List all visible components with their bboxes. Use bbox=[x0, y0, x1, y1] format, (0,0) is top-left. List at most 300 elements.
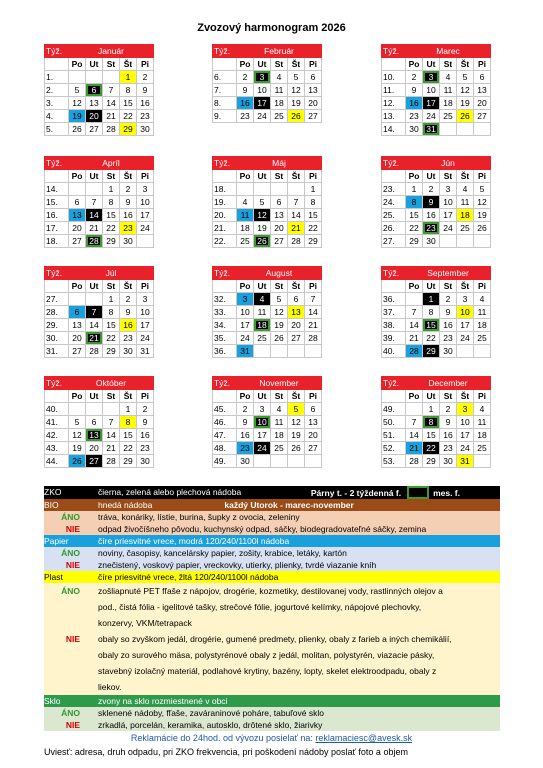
week-number: 1. bbox=[45, 71, 69, 84]
day-cell: 12 bbox=[69, 97, 86, 110]
day-cell: 19 bbox=[457, 97, 474, 110]
week-number: 37. bbox=[382, 306, 406, 319]
day-cell: 25 bbox=[457, 222, 474, 235]
day-header: Po bbox=[69, 390, 86, 403]
day-header: Št bbox=[120, 58, 137, 71]
day-header: Ut bbox=[423, 58, 440, 71]
day-cell bbox=[103, 71, 120, 84]
week-row bbox=[213, 110, 322, 123]
day-cell: 1 bbox=[305, 183, 322, 196]
day-cell bbox=[237, 183, 254, 196]
day-cell: 9 bbox=[120, 306, 137, 319]
day-cell: 4 bbox=[474, 403, 491, 416]
day-header: Pi bbox=[305, 58, 322, 71]
week-header: Týž. bbox=[382, 157, 406, 170]
day-cell: 24 bbox=[237, 332, 254, 345]
day-cell: 13 bbox=[474, 84, 491, 97]
month-name: Marec bbox=[406, 45, 491, 58]
legend-bio-nie-label: NIE bbox=[65, 524, 80, 534]
week-row bbox=[213, 319, 322, 332]
legend-bio-ano-text: tráva, konáriky, lístie, burina, šupky z ovocia, zeleniny bbox=[98, 512, 300, 522]
day-cell: 28 bbox=[305, 332, 322, 345]
day-header: Št bbox=[288, 58, 305, 71]
day-header: St bbox=[103, 170, 120, 183]
week-row bbox=[45, 429, 154, 442]
day-cell: 3 bbox=[137, 293, 154, 306]
day-cell: 9 bbox=[237, 416, 254, 429]
week-number: 18. bbox=[213, 183, 237, 196]
day-cell: 2 bbox=[406, 71, 423, 84]
day-header: Po bbox=[406, 170, 423, 183]
week-row bbox=[213, 97, 322, 110]
day-cell bbox=[440, 235, 457, 248]
day-cell: 29 bbox=[406, 235, 423, 248]
day-cell: 22 bbox=[120, 442, 137, 455]
legend-papier-row bbox=[44, 535, 500, 547]
day-header: Po bbox=[69, 280, 86, 293]
week-number: 28. bbox=[45, 306, 69, 319]
day-cell: 20 bbox=[69, 222, 86, 235]
blank-cell bbox=[382, 58, 406, 71]
day-cell: 21 bbox=[406, 442, 423, 455]
week-header: Týž. bbox=[213, 157, 237, 170]
day-cell: 2 bbox=[440, 403, 457, 416]
day-header: Po bbox=[69, 58, 86, 71]
day-cell: 18 bbox=[440, 97, 457, 110]
day-cell: 12 bbox=[69, 429, 86, 442]
day-header: Št bbox=[288, 280, 305, 293]
week-number: 8. bbox=[213, 97, 237, 110]
day-cell: 1 bbox=[103, 293, 120, 306]
week-row bbox=[382, 235, 491, 248]
legend-plast-nie-row bbox=[44, 631, 500, 695]
week-row bbox=[45, 235, 154, 248]
week-row bbox=[382, 123, 491, 136]
month-calendar bbox=[44, 376, 154, 468]
day-cell: 3 bbox=[457, 293, 474, 306]
day-header: St bbox=[271, 390, 288, 403]
day-cell: 13 bbox=[69, 319, 86, 332]
day-cell: 25 bbox=[474, 442, 491, 455]
footer-email-link[interactable]: reklamaciesc@avesk.sk bbox=[315, 733, 413, 743]
page-title: Zvozový harmonogram 2026 bbox=[197, 22, 346, 34]
week-row bbox=[382, 110, 491, 123]
day-cell: 17 bbox=[137, 209, 154, 222]
day-header: Pi bbox=[305, 170, 322, 183]
legend-sklo-nie-text: zrkadlá, porcelán, keramika, autosklo, drôtené sklo, žiarivky bbox=[98, 720, 323, 730]
day-cell: 23 bbox=[137, 442, 154, 455]
day-header: Št bbox=[457, 58, 474, 71]
week-number: 10. bbox=[382, 71, 406, 84]
day-cell: 9 bbox=[120, 196, 137, 209]
day-cell: 13 bbox=[69, 209, 86, 222]
week-row bbox=[382, 416, 491, 429]
day-header: Št bbox=[457, 280, 474, 293]
month-calendar bbox=[212, 376, 322, 468]
day-cell: 31 bbox=[237, 345, 254, 358]
day-cell: 17 bbox=[457, 429, 474, 442]
week-header: Týž. bbox=[382, 377, 406, 390]
day-cell: 17 bbox=[457, 319, 474, 332]
day-cell: 28 bbox=[103, 123, 120, 136]
day-cell: 21 bbox=[103, 442, 120, 455]
day-cell: 21 bbox=[103, 110, 120, 123]
blank-cell bbox=[382, 280, 406, 293]
day-cell: 12 bbox=[271, 306, 288, 319]
week-row bbox=[213, 403, 322, 416]
day-cell: 25 bbox=[440, 110, 457, 123]
week-row bbox=[382, 429, 491, 442]
day-cell: 19 bbox=[288, 97, 305, 110]
day-cell: 19 bbox=[288, 429, 305, 442]
day-cell: 12 bbox=[254, 209, 271, 222]
day-header: Po bbox=[237, 390, 254, 403]
month-name: December bbox=[406, 377, 491, 390]
month-name: Február bbox=[237, 45, 322, 58]
week-header: Týž. bbox=[213, 45, 237, 58]
day-cell: 4 bbox=[271, 403, 288, 416]
day-cell: 20 bbox=[86, 442, 103, 455]
day-header: Ut bbox=[254, 58, 271, 71]
day-cell: 30 bbox=[137, 123, 154, 136]
week-row bbox=[213, 71, 322, 84]
day-header: Pi bbox=[137, 58, 154, 71]
day-cell bbox=[86, 403, 103, 416]
legend-papier-ano-label: ÁNO bbox=[61, 548, 80, 558]
day-cell: 5 bbox=[288, 403, 305, 416]
day-header: St bbox=[440, 170, 457, 183]
legend-plast-nie-label: NIE bbox=[65, 634, 80, 644]
week-row bbox=[45, 293, 154, 306]
day-cell: 28 bbox=[86, 345, 103, 358]
footer-reklamacie bbox=[0, 733, 543, 743]
legend-bio-ano-label: ÁNO bbox=[61, 512, 80, 522]
week-header: Týž. bbox=[45, 377, 69, 390]
day-cell bbox=[254, 345, 271, 358]
legend-bio-label: BIO bbox=[44, 500, 59, 510]
day-cell: 9 bbox=[237, 84, 254, 97]
week-number: 11. bbox=[382, 84, 406, 97]
day-cell: 12 bbox=[288, 416, 305, 429]
month-calendar bbox=[212, 44, 322, 123]
month-table bbox=[381, 266, 491, 358]
month-calendar bbox=[381, 376, 491, 468]
day-cell: 30 bbox=[440, 455, 457, 468]
week-number: 27. bbox=[382, 235, 406, 248]
week-number: 12. bbox=[382, 97, 406, 110]
blank-cell bbox=[45, 390, 69, 403]
legend-sklo-ano-row bbox=[44, 707, 500, 719]
week-row bbox=[213, 429, 322, 442]
legend-plast-ano-label: ÁNO bbox=[61, 586, 80, 596]
week-number: 53. bbox=[382, 455, 406, 468]
blank-cell bbox=[213, 280, 237, 293]
day-cell: 25 bbox=[271, 442, 288, 455]
legend-zko-row bbox=[44, 486, 500, 499]
day-cell: 5 bbox=[254, 196, 271, 209]
blank-cell bbox=[45, 58, 69, 71]
week-number: 3. bbox=[45, 97, 69, 110]
day-header: Po bbox=[69, 170, 86, 183]
day-cell: 5 bbox=[288, 71, 305, 84]
day-cell: 27 bbox=[474, 110, 491, 123]
day-cell: 6 bbox=[305, 71, 322, 84]
day-cell: 29 bbox=[305, 235, 322, 248]
legend-papier-text: číre priesvitné vrece, modrá 120/240/1100l nádoba bbox=[98, 536, 290, 546]
day-cell bbox=[271, 345, 288, 358]
week-row bbox=[382, 442, 491, 455]
legend-sklo-row bbox=[44, 695, 500, 707]
day-header: Ut bbox=[254, 170, 271, 183]
month-table bbox=[212, 44, 322, 123]
day-cell: 28 bbox=[103, 455, 120, 468]
day-cell: 1 bbox=[120, 403, 137, 416]
week-row bbox=[382, 222, 491, 235]
week-number: 51. bbox=[382, 429, 406, 442]
day-header: Pi bbox=[305, 390, 322, 403]
week-row bbox=[45, 209, 154, 222]
day-cell bbox=[406, 293, 423, 306]
day-cell: 3 bbox=[237, 293, 254, 306]
legend-plast-nie-line: liekov. bbox=[98, 682, 122, 692]
day-cell: 29 bbox=[120, 455, 137, 468]
week-number: 42. bbox=[45, 429, 69, 442]
legend-sklo-ano-text: sklenené nádoby, fľaše, zaváraninové poháre, tabuľové sklo bbox=[98, 708, 324, 718]
week-header: Týž. bbox=[213, 267, 237, 280]
blank-cell bbox=[45, 170, 69, 183]
week-row bbox=[382, 306, 491, 319]
day-cell: 14 bbox=[103, 97, 120, 110]
day-cell: 23 bbox=[137, 110, 154, 123]
day-header: Št bbox=[457, 390, 474, 403]
day-cell: 8 bbox=[103, 196, 120, 209]
day-cell: 9 bbox=[137, 84, 154, 97]
day-cell bbox=[271, 455, 288, 468]
day-cell: 3 bbox=[254, 71, 271, 84]
day-cell: 14 bbox=[86, 209, 103, 222]
month-table bbox=[212, 376, 322, 468]
day-cell: 3 bbox=[137, 183, 154, 196]
day-cell: 2 bbox=[120, 183, 137, 196]
day-cell: 2 bbox=[237, 71, 254, 84]
month-name: Júl bbox=[69, 267, 154, 280]
day-cell: 27 bbox=[69, 235, 86, 248]
day-cell: 26 bbox=[474, 222, 491, 235]
day-cell: 30 bbox=[237, 455, 254, 468]
day-cell: 25 bbox=[254, 332, 271, 345]
week-row bbox=[213, 416, 322, 429]
week-number: 43. bbox=[45, 442, 69, 455]
week-row bbox=[45, 332, 154, 345]
month-calendar bbox=[44, 44, 154, 136]
day-cell: 7 bbox=[406, 306, 423, 319]
day-header: Ut bbox=[86, 280, 103, 293]
legend-plast-nie-line: obaly so zvyškom jedál, drogérie, gumené predmety, plienky, obaly z farieb a iných chemikálií, bbox=[98, 634, 452, 644]
day-cell: 28 bbox=[406, 345, 423, 358]
day-cell bbox=[271, 183, 288, 196]
legend-sklo-ano-label: ÁNO bbox=[61, 708, 80, 718]
day-cell: 1 bbox=[406, 183, 423, 196]
legend-sklo-text: zvony na sklo rozmiestnené v obci bbox=[98, 696, 228, 706]
day-cell: 30 bbox=[440, 345, 457, 358]
week-row bbox=[382, 183, 491, 196]
day-cell: 5 bbox=[271, 293, 288, 306]
day-cell: 11 bbox=[457, 196, 474, 209]
day-cell: 25 bbox=[271, 110, 288, 123]
week-number: 30. bbox=[45, 332, 69, 345]
legend-sklo-nie-row bbox=[44, 719, 500, 731]
week-row bbox=[45, 84, 154, 97]
day-cell: 8 bbox=[406, 196, 423, 209]
day-header: Po bbox=[237, 280, 254, 293]
day-cell: 3 bbox=[254, 403, 271, 416]
legend-plast-ano-line: konzervy, VKM/tetrapack bbox=[98, 618, 192, 628]
day-cell bbox=[440, 123, 457, 136]
day-cell: 16 bbox=[120, 319, 137, 332]
day-cell bbox=[254, 455, 271, 468]
day-cell: 27 bbox=[305, 110, 322, 123]
day-cell: 15 bbox=[120, 97, 137, 110]
day-cell: 13 bbox=[305, 416, 322, 429]
day-cell: 6 bbox=[305, 403, 322, 416]
day-cell: 26 bbox=[69, 123, 86, 136]
day-cell: 7 bbox=[86, 306, 103, 319]
day-cell: 4 bbox=[457, 183, 474, 196]
month-calendar bbox=[381, 44, 491, 136]
week-row bbox=[213, 306, 322, 319]
day-header: Pi bbox=[474, 58, 491, 71]
day-cell: 15 bbox=[423, 319, 440, 332]
day-cell: 21 bbox=[406, 332, 423, 345]
legend-papier-label: Papier bbox=[44, 536, 69, 546]
day-cell: 24 bbox=[423, 110, 440, 123]
day-header: Po bbox=[406, 390, 423, 403]
day-cell: 6 bbox=[69, 196, 86, 209]
day-cell: 11 bbox=[271, 416, 288, 429]
day-cell: 4 bbox=[254, 293, 271, 306]
day-cell: 14 bbox=[288, 209, 305, 222]
day-cell: 30 bbox=[120, 345, 137, 358]
day-cell: 29 bbox=[423, 455, 440, 468]
day-cell: 6 bbox=[288, 293, 305, 306]
day-cell: 17 bbox=[423, 97, 440, 110]
month-name: September bbox=[406, 267, 491, 280]
month-name: Máj bbox=[237, 157, 322, 170]
month-table bbox=[44, 44, 154, 136]
day-cell: 26 bbox=[271, 332, 288, 345]
day-cell: 27 bbox=[305, 442, 322, 455]
day-cell: 11 bbox=[237, 209, 254, 222]
month-table bbox=[381, 376, 491, 468]
day-cell bbox=[86, 71, 103, 84]
footer-uviest: Uviesť: adresa, druh odpadu, pri ZKO frekvencia, pri poškodení nádoby poslať foto a objem bbox=[44, 747, 408, 757]
week-number: 49. bbox=[382, 403, 406, 416]
day-cell: 10 bbox=[237, 306, 254, 319]
day-header: Št bbox=[288, 390, 305, 403]
legend-plast-row bbox=[44, 571, 500, 583]
day-cell: 3 bbox=[423, 71, 440, 84]
legend-papier-nie-text: znečistený, voskový papier, vreckovky, utierky, plienky, tvrdé viazanie kníh bbox=[98, 560, 377, 570]
day-cell: 20 bbox=[474, 97, 491, 110]
day-cell: 30 bbox=[406, 123, 423, 136]
day-header: Pi bbox=[474, 170, 491, 183]
day-cell: 4 bbox=[474, 293, 491, 306]
day-cell: 29 bbox=[103, 345, 120, 358]
day-cell: 4 bbox=[271, 71, 288, 84]
week-row bbox=[45, 196, 154, 209]
day-cell bbox=[103, 403, 120, 416]
day-cell: 7 bbox=[406, 416, 423, 429]
legend-plast-ano-row bbox=[44, 583, 500, 631]
day-cell: 22 bbox=[423, 442, 440, 455]
day-cell: 24 bbox=[137, 222, 154, 235]
day-cell: 20 bbox=[86, 110, 103, 123]
month-calendar bbox=[381, 156, 491, 248]
day-cell: 15 bbox=[103, 209, 120, 222]
day-cell: 19 bbox=[69, 110, 86, 123]
legend-bio-nie-text: odpad živočíšneho pôvodu, kuchynský odpad, sáčky, biodegradovateľné sáčky, zemina bbox=[98, 524, 427, 534]
day-cell: 18 bbox=[474, 319, 491, 332]
day-header: St bbox=[440, 58, 457, 71]
day-header: Pi bbox=[305, 280, 322, 293]
week-row bbox=[382, 97, 491, 110]
day-cell: 24 bbox=[457, 442, 474, 455]
week-number: 36. bbox=[382, 293, 406, 306]
week-number: 39. bbox=[382, 332, 406, 345]
day-header: Pi bbox=[137, 170, 154, 183]
week-row bbox=[382, 84, 491, 97]
day-cell: 22 bbox=[305, 222, 322, 235]
week-row bbox=[213, 183, 322, 196]
week-row bbox=[382, 332, 491, 345]
day-cell: 9 bbox=[423, 196, 440, 209]
day-cell: 9 bbox=[406, 84, 423, 97]
blank-cell bbox=[213, 390, 237, 403]
day-cell: 19 bbox=[69, 442, 86, 455]
week-row bbox=[382, 455, 491, 468]
week-row bbox=[45, 416, 154, 429]
day-cell: 6 bbox=[474, 71, 491, 84]
month-name: August bbox=[237, 267, 322, 280]
day-header: Po bbox=[237, 170, 254, 183]
week-number: 32. bbox=[213, 293, 237, 306]
month-table bbox=[212, 266, 322, 358]
legend-bio-schedule: každý Utorok - marec-november bbox=[224, 500, 354, 510]
day-cell: 15 bbox=[305, 209, 322, 222]
day-header: Pi bbox=[474, 390, 491, 403]
day-header: Ut bbox=[423, 390, 440, 403]
day-cell bbox=[288, 345, 305, 358]
day-cell: 18 bbox=[271, 97, 288, 110]
legend-bio-nie-row bbox=[44, 523, 500, 535]
week-header: Týž. bbox=[382, 45, 406, 58]
day-cell: 17 bbox=[237, 319, 254, 332]
day-cell: 8 bbox=[305, 196, 322, 209]
day-cell bbox=[457, 123, 474, 136]
day-cell: 20 bbox=[69, 332, 86, 345]
day-header: Št bbox=[120, 280, 137, 293]
day-cell: 5 bbox=[457, 71, 474, 84]
day-cell: 15 bbox=[103, 319, 120, 332]
day-header: Ut bbox=[86, 58, 103, 71]
week-row bbox=[213, 345, 322, 358]
day-header: St bbox=[440, 390, 457, 403]
day-cell: 11 bbox=[271, 84, 288, 97]
day-cell: 15 bbox=[406, 209, 423, 222]
blank-cell bbox=[213, 170, 237, 183]
day-cell: 7 bbox=[86, 196, 103, 209]
week-number: 35. bbox=[213, 332, 237, 345]
